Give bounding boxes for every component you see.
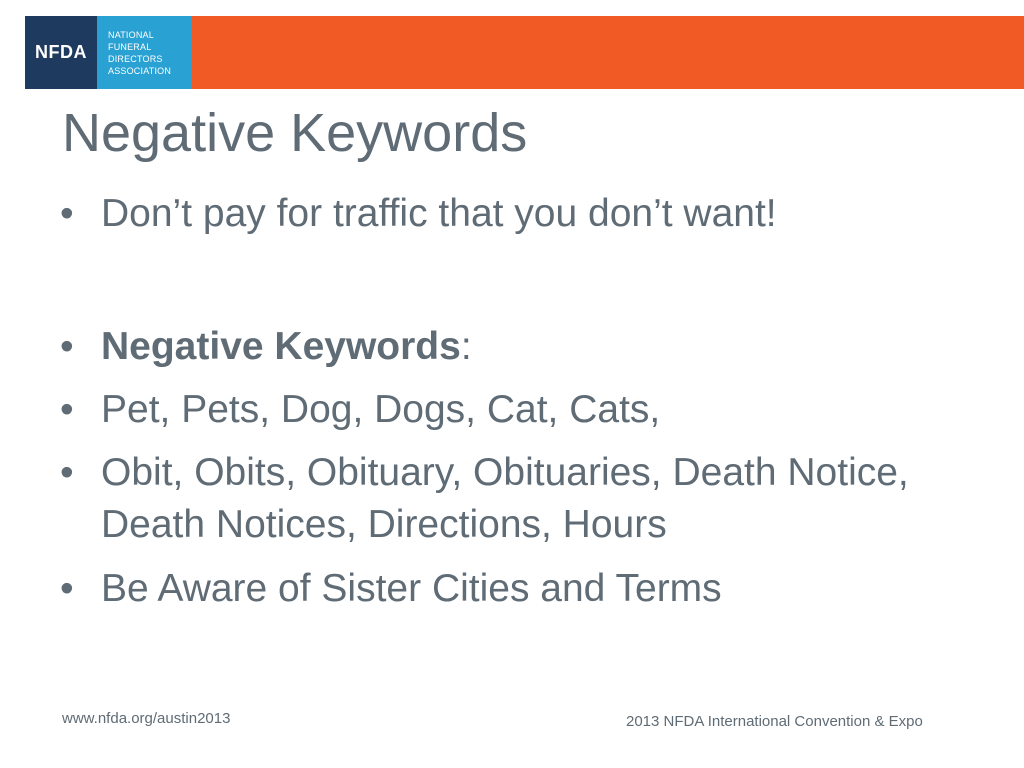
slide-title: Negative Keywords bbox=[62, 103, 528, 163]
bullet-item bbox=[60, 384, 960, 436]
bullet-bold-text: Negative Keywords bbox=[101, 325, 461, 368]
logo-line: ASSOCIATION bbox=[108, 65, 172, 76]
bullet-text: Obit, Obits, Obituary, Obituaries, Death Notice, Death Notices, Directions, Hours bbox=[101, 451, 909, 546]
nfda-logo bbox=[25, 16, 97, 89]
bullet-list bbox=[60, 188, 960, 615]
bullet-icon: • bbox=[60, 192, 74, 235]
bullet-item bbox=[60, 447, 960, 551]
bullet-icon: • bbox=[60, 567, 74, 610]
logo-abbreviation: NFDA bbox=[35, 42, 87, 62]
footer-event: 2013 NFDA International Convention & Expo bbox=[626, 713, 923, 730]
logo-line: NATIONAL bbox=[108, 29, 154, 40]
bullet-item bbox=[60, 188, 960, 240]
bullet-text: Pet, Pets, Dog, Dogs, Cat, Cats, bbox=[101, 388, 661, 431]
logo-line: FUNERAL bbox=[108, 41, 152, 52]
logo-association-name bbox=[97, 16, 192, 89]
bullet-icon: • bbox=[60, 388, 74, 431]
bullet-text: Don’t pay for traffic that you don’t want! bbox=[101, 192, 777, 235]
bullet-icon: • bbox=[60, 325, 74, 368]
footer-url: www.nfda.org/austin2013 bbox=[62, 710, 231, 727]
bullet-text: : bbox=[460, 325, 472, 368]
logo-line: DIRECTORS bbox=[108, 53, 163, 64]
bullet-icon: • bbox=[60, 451, 74, 494]
bullet-item bbox=[60, 321, 960, 373]
bullet-item bbox=[60, 563, 960, 615]
bullet-text: Be Aware of Sister Cities and Terms bbox=[101, 567, 722, 610]
